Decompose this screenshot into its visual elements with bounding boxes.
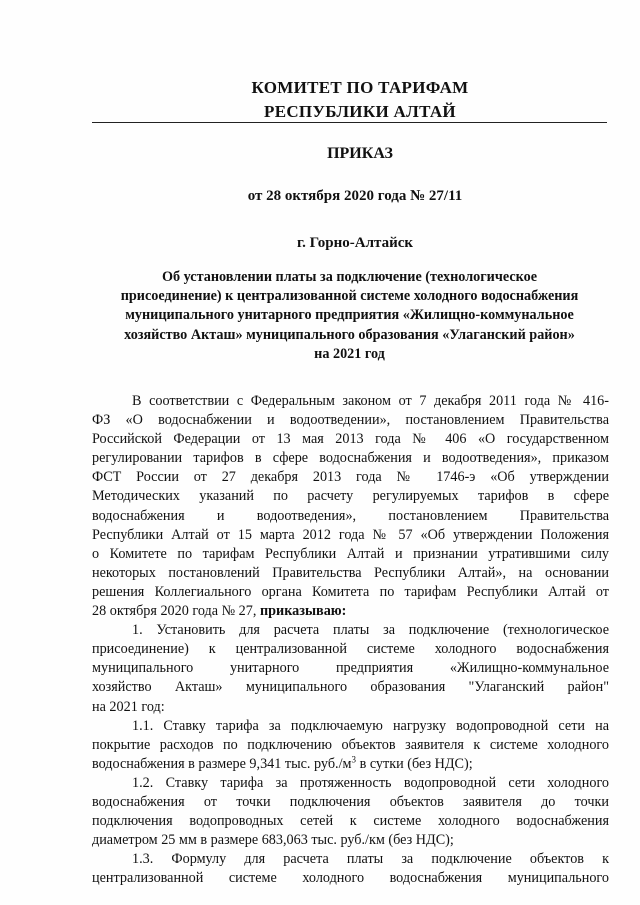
item-1-line: присоединение) к централизованной системе холодного водоснабжения: [92, 641, 609, 658]
item-1-3-line: централизованной системе холодного водоснабжения муниципального: [92, 870, 609, 887]
preamble-line: В соответствии с Федеральным законом от 7 декабря 2011 года № 416-: [132, 393, 609, 409]
document-body: [92, 392, 609, 888]
preamble-line: о Комитете по тарифам Республики Алтай и признании утратившими силу: [92, 545, 609, 562]
preamble-line: водоснабжения и водоотведения», постановлением Правительства: [92, 507, 609, 524]
item-1-2-line: 1.2. Ставку тарифа за протяженность водопроводной сети холодного: [132, 774, 609, 791]
document-type: ПРИКАЗ: [327, 145, 393, 162]
item-1-1-last-line: [92, 755, 609, 774]
preamble-last-text: 28 октября 2020 года № 27,: [92, 603, 260, 620]
item-1-1-rate-suffix: в сутки (без НДС);: [356, 755, 473, 772]
preamble-last-line: [92, 602, 609, 621]
document-city: г. Горно-Алтайск: [296, 235, 414, 251]
subject-line: муниципального унитарного предприятия «Жилищно-коммунальное: [125, 307, 574, 324]
item-1-2-line: подключения водопроводных сетей к системе холодного водоснабжения: [92, 813, 609, 830]
item-1-line: муниципального унитарного предприятия «Жилищно-коммунальное: [92, 660, 609, 677]
item-1-line: хозяйство Акташ» муниципального образования "Улаганский район": [92, 679, 609, 696]
subject-line: Об установлении платы за подключение (технологическое: [161, 269, 538, 285]
preamble-line: регулировании тарифов в сфере водоснабжения и водоотведения», приказом: [92, 450, 609, 467]
item-1-1-rate-text: водоснабжения в размере 9,341 тыс. руб./м: [92, 755, 352, 772]
preamble-line: Российской Федерации от 13 мая 2013 года № 406 «О государственном: [92, 431, 609, 448]
preamble-line: ФСТ России от 27 декабря 2013 года № 1746-э «Об утверждении: [92, 469, 609, 486]
item-1-1-line: покрытие расходов по подключению объектов заявителя к системе холодного: [92, 736, 609, 753]
item-1-line: на 2021 год:: [92, 698, 165, 715]
header-divider: [92, 122, 607, 123]
item-1-line: 1. Установить для расчета платы за подключение (технологическое: [132, 622, 609, 639]
document-subject: [92, 268, 607, 364]
item-1-3-line: 1.3. Формулу для расчета платы за подключение объектов к: [132, 851, 609, 868]
subject-line: на 2021 год: [314, 345, 385, 362]
subject-line: присоединение) к централизованной системе холодного водоснабжения: [120, 288, 579, 305]
subject-line: хозяйство Акташ» муниципального образования «Улаганский район»: [124, 326, 575, 343]
item-1-2-line: водоснабжения от точки подключения объектов заявителя до точки: [92, 793, 609, 810]
preamble-line: Методических указаний по расчету регулируемых тарифов в сфере: [92, 488, 609, 505]
committee-name-line2: РЕСПУБЛИКИ АЛТАЙ: [264, 102, 456, 121]
preamble-line: решения Коллегиального органа Комитета по тарифам Республики Алтай от: [92, 583, 609, 600]
cubic-superscript: 3: [351, 754, 357, 765]
order-verb: приказываю:: [259, 603, 347, 620]
document-date-number: от 28 октября 2020 года № 27/11: [247, 188, 463, 204]
preamble-line: Республики Алтай от 15 марта 2012 года № 57 «Об утверждении Положения: [92, 526, 609, 543]
preamble-line: ФЗ «О водоснабжении и водоотведении», постановлением Правительства: [92, 412, 609, 429]
item-1-1-line: 1.1. Ставку тарифа за подключаемую нагрузку водопроводной сети на: [132, 717, 609, 734]
item-1-2-line: диаметром 25 мм в размере 683,063 тыс. руб./км (без НДС);: [92, 832, 454, 849]
committee-name-line1: КОМИТЕТ ПО ТАРИФАМ: [251, 78, 469, 97]
preamble-line: некоторых постановлений Правительства Республики Алтай», на основании: [92, 564, 609, 581]
